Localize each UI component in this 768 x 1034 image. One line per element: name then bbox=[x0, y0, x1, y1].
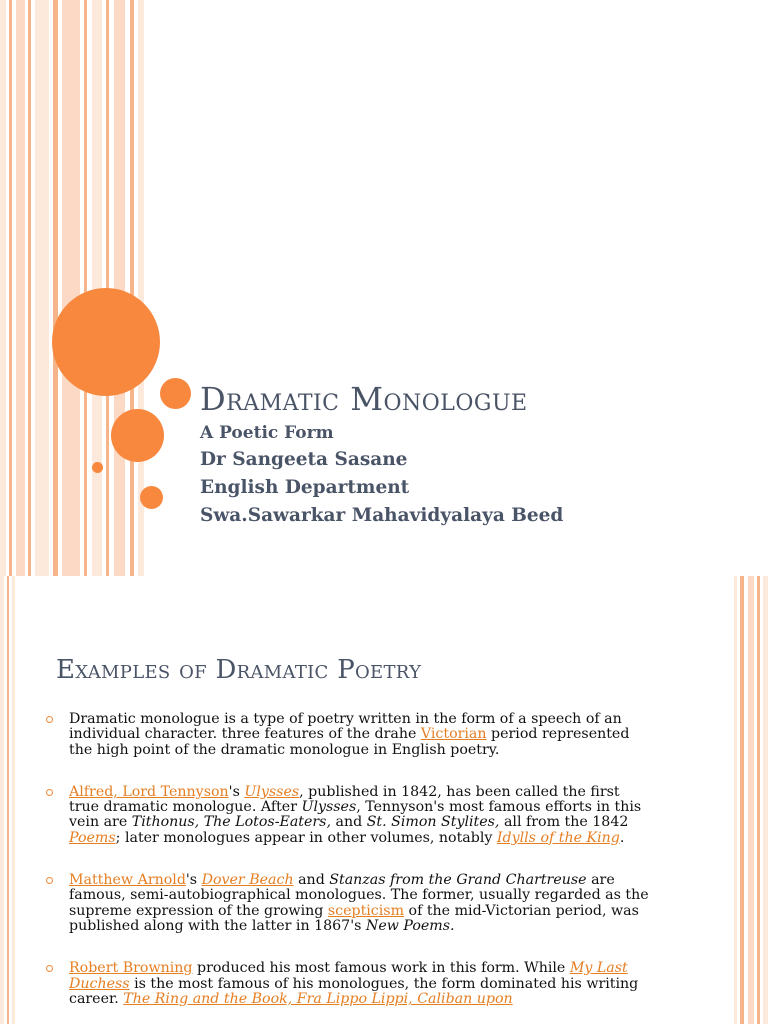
wiki-link[interactable]: Victorian bbox=[420, 726, 487, 743]
decor-stripe bbox=[740, 576, 744, 1024]
decor-circle-large bbox=[52, 288, 160, 396]
decor-stripe bbox=[12, 576, 15, 1024]
slide1-author: Dr Sangeeta Sasane bbox=[200, 449, 408, 470]
bullet-text: St. Simon Stylites, bbox=[366, 814, 500, 831]
bullet-text: , published in 1842, has been called the first true dramatic monologue. After bbox=[69, 783, 620, 816]
decor-stripe bbox=[130, 0, 134, 576]
slide1-title: Dramatic Monologue bbox=[200, 380, 528, 418]
decor-circle-medium bbox=[111, 409, 164, 462]
decor-stripe bbox=[9, 0, 12, 576]
bullet-text: all from the 1842 bbox=[499, 814, 629, 831]
bullet-text: is the most famous of his monologues, the form dominated his writing career. bbox=[69, 975, 639, 1007]
bullet-marker-icon bbox=[46, 789, 53, 796]
bullet-text: , Tennyson's most famous efforts in this vein are bbox=[69, 799, 642, 831]
bullet-marker-icon bbox=[46, 716, 53, 723]
wiki-link[interactable]: Ulysses bbox=[244, 783, 300, 800]
wiki-link[interactable]: Idylls of the King bbox=[496, 829, 620, 846]
slide1-college: Swa.Sawarkar Mahavidyalaya Beed bbox=[200, 505, 564, 526]
bullet-marker-icon bbox=[46, 877, 53, 884]
decor-stripe bbox=[734, 576, 737, 1024]
bullet-text: are famous, semi-autobiographical monologues. The former, usually regarded as the supreme expression of the growing bbox=[69, 872, 649, 919]
decor-stripe bbox=[748, 576, 754, 1024]
decor-circle-tiny bbox=[92, 462, 103, 473]
bullet-text: and bbox=[293, 872, 330, 889]
decor-stripe bbox=[16, 0, 25, 576]
bullet-item bbox=[42, 712, 654, 758]
bullet-text: New Poems. bbox=[365, 917, 455, 934]
decor-stripe bbox=[53, 0, 58, 576]
bullet-text: ; later monologues appear in other volumes, notably bbox=[115, 829, 497, 846]
slide1-department: English Department bbox=[200, 477, 410, 498]
bullet-text: Tithonus, The Lotos-Eaters, bbox=[131, 814, 331, 831]
wiki-link[interactable]: The Ring and the Book, Fra Lippo Lippi, Caliban upon bbox=[123, 990, 513, 1007]
bullet-text: of the mid-Victorian period, was published along with the latter in 1867's bbox=[69, 902, 639, 934]
bullet-text: Dramatic monologue is a type of poetry written in the form of a speech of an individual character. three features of the drahe bbox=[69, 711, 622, 743]
bullet-item bbox=[42, 873, 654, 934]
slide2-title: Examples of Dramatic Poetry bbox=[56, 655, 422, 685]
bullet-text: Stanzas from the Grand Chartreuse bbox=[329, 872, 587, 889]
wiki-link[interactable]: scepticism bbox=[327, 902, 405, 919]
decor-stripe bbox=[7, 576, 9, 1024]
wiki-link[interactable]: Matthew Arnold bbox=[69, 872, 186, 889]
bullet-item bbox=[42, 785, 654, 846]
decor-stripe bbox=[0, 0, 6, 576]
bullet-list bbox=[42, 712, 654, 1034]
decor-stripe bbox=[757, 576, 760, 1024]
decor-stripe bbox=[0, 576, 4, 1024]
decor-circle-small bbox=[160, 378, 191, 409]
wiki-link[interactable]: My Last Duchess bbox=[69, 960, 628, 992]
bullet-marker-icon bbox=[46, 965, 53, 972]
decor-stripe bbox=[35, 0, 49, 576]
wiki-link[interactable]: Dover Beach bbox=[201, 872, 294, 889]
decor-stripe bbox=[28, 0, 31, 576]
bullet-text: and bbox=[330, 814, 367, 831]
wiki-link[interactable]: Poems bbox=[69, 829, 116, 846]
decor-stripe bbox=[84, 0, 87, 576]
wiki-link[interactable]: Alfred, Lord Tennyson bbox=[69, 783, 229, 800]
bullet-text: 's bbox=[228, 783, 245, 800]
decor-stripe bbox=[763, 576, 768, 1024]
wiki-link[interactable]: Robert Browning bbox=[69, 960, 193, 977]
decor-circle-small bbox=[140, 486, 163, 509]
bullet-text: Ulysses bbox=[301, 799, 357, 816]
bullet-text: period represented the high point of the dramatic monologue in English poetry. bbox=[69, 726, 630, 758]
slide1-subtitle: A Poetic Form bbox=[200, 423, 334, 443]
bullet-item bbox=[42, 961, 654, 1007]
bullet-text: 's bbox=[185, 872, 202, 889]
bullet-text: . bbox=[619, 829, 625, 846]
decor-stripe bbox=[62, 0, 80, 576]
bullet-text: produced his most famous work in this form. While bbox=[192, 960, 570, 977]
